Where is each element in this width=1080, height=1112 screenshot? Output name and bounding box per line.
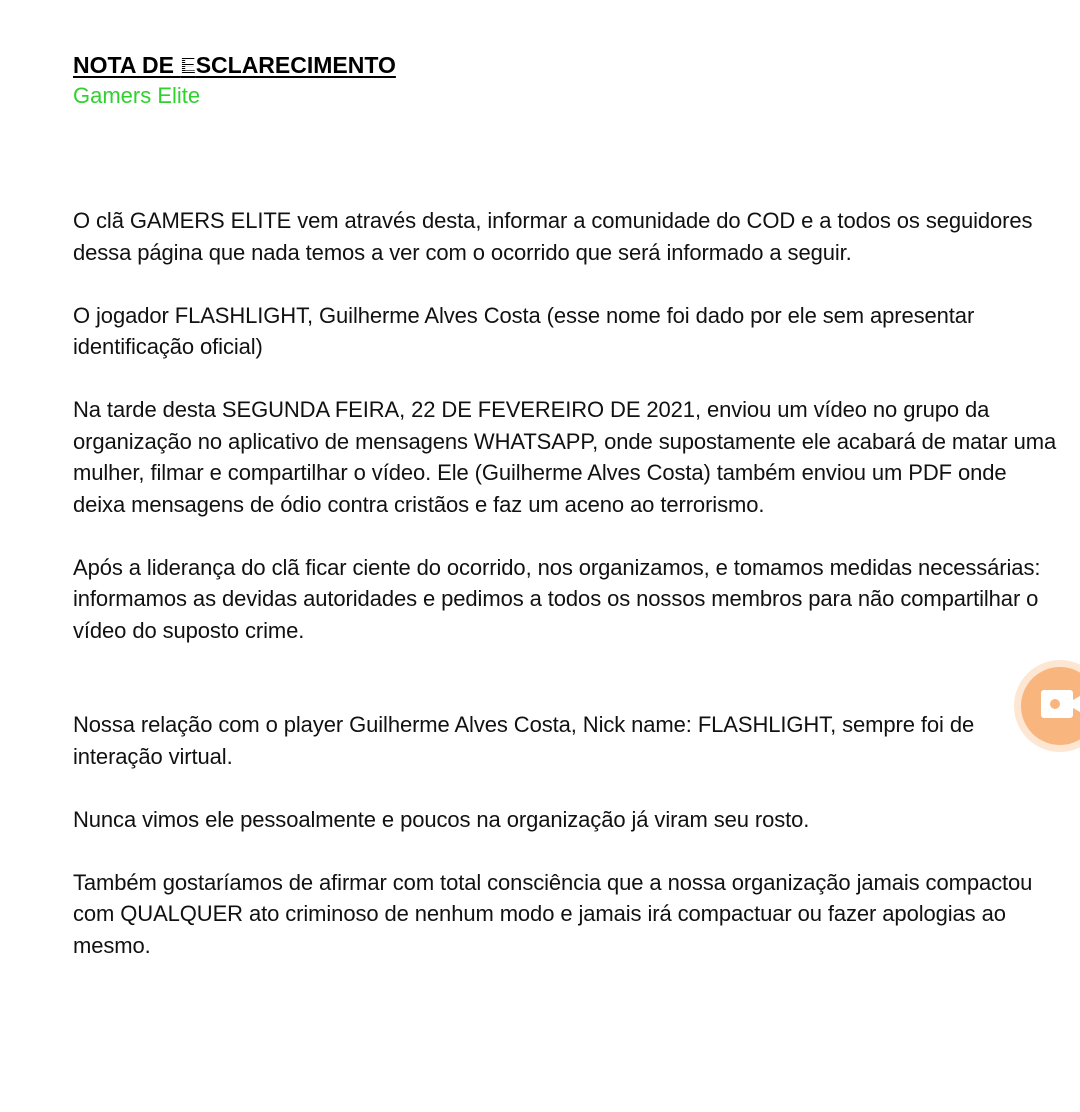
- title-suffix: SCLARECIMENTO: [195, 52, 396, 78]
- paragraph-actions-taken: Após a liderança do clã ficar ciente do ocorrido, nos organizamos, e tomamos medidas necessárias: informamos as devidas autoridades e pedimos a todos os nossos membros para não compartilhar o vídeo do suposto crime.: [73, 554, 1041, 643]
- paragraph-intro: O clã GAMERS ELITE vem através desta, informar a comunidade do COD e a todos os seguidores dessa página que nada temos a ver com o ocorrido que será informado a seguir.: [73, 208, 1033, 265]
- title-prefix: NOTA DE: [73, 52, 181, 78]
- paragraph-incident: Na tarde desta SEGUNDA FEIRA, 22 DE FEVEREIRO DE 2021, enviou um vídeo no grupo da organização no aplicativo de mensagens WHATSAPP, onde supostamente ele acabará de matar uma mulher, filmar e compartilhar o vídeo. Ele (Guilherme Alves Costa) também enviou um PDF onde deixa mensagens de ódio contra cristãos e faz um aceno ao terrorismo.: [73, 397, 1057, 517]
- document-body: [73, 205, 1063, 993]
- video-camera-icon: [1041, 689, 1080, 724]
- floating-record-button-inner: [1021, 667, 1080, 745]
- paragraph-player-identity: O jogador FLASHLIGHT, Guilherme Alves Costa (esse nome foi dado por ele sem apresentar identificação oficial): [73, 302, 975, 359]
- paragraph-statement: Também gostaríamos de afirmar com total consciência que a nossa organização jamais compactou com QUALQUER ato criminoso de nenhum modo e jamais irá compactuar ou fazer apologias ao mesmo.: [73, 869, 1033, 958]
- title-glitch-letter: E: [180, 52, 196, 78]
- document-subtitle: Gamers Elite: [73, 83, 201, 108]
- paragraph-relationship: Nossa relação com o player Guilherme Alves Costa, Nick name: FLASHLIGHT, sempre foi de interação virtual.: [73, 712, 975, 769]
- document-title: [73, 50, 1063, 80]
- paragraph-never-met: Nunca vimos ele pessoalmente e poucos na organização já viram seu rosto.: [73, 806, 810, 832]
- document-header: [73, 50, 1063, 111]
